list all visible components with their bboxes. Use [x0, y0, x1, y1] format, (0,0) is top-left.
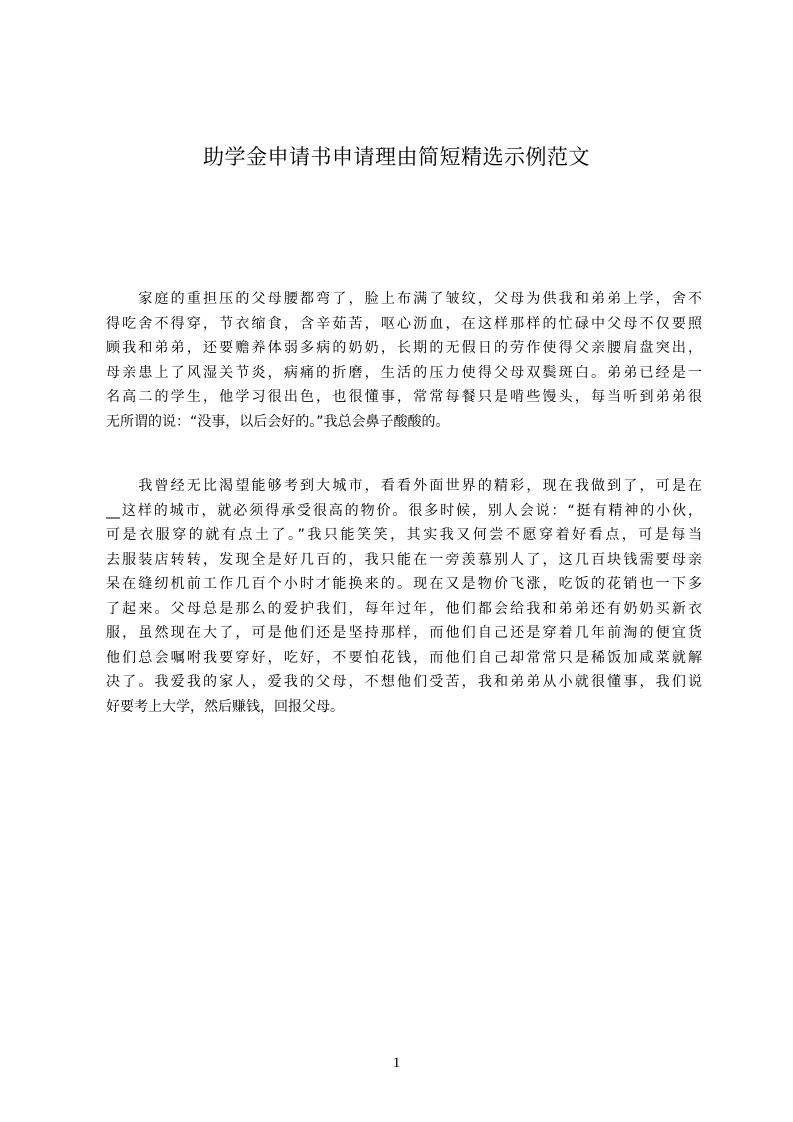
paragraph-line: 呆在缝纫机前工作几百个小时才能换来的。现在又是物价飞涨，吃饭的花销也一下多	[106, 576, 702, 592]
paragraph-city-life	[106, 474, 702, 719]
document-title: 助学金申请书申请理由简短精选示例范文	[203, 145, 590, 169]
paragraph-line: 好要考上大学，然后赚钱，回报父母。	[106, 698, 344, 715]
paragraph-line: 服，虽然现在大了，可是他们还是坚持那样，而他们自己还是穿着几年前淘的便宜货	[106, 625, 702, 641]
paragraph-line: 顾我和弟弟，还要赡养体弱多病的奶奶，长期的无假日的劳作使得父亲腰肩盘突出，	[106, 340, 702, 356]
paragraph-line: 了起来。父母总是那么的爱护我们，每年过年，他们都会给我和弟弟还有奶奶买新衣	[106, 600, 702, 617]
page-number: 1	[392, 1055, 401, 1071]
paragraph-line: 母亲患上了风湿关节炎，病痛的折磨，生活的压力使得父母双鬓斑白。弟弟已经是一	[106, 364, 702, 381]
paragraph-line: 可是衣服穿的就有点土了。”我只能笑笑，其实我又何尝不愿穿着好看点，可是每当	[106, 527, 702, 543]
paragraph-line: 无所谓的说：“没事，以后会好的。”我总会鼻子酸酸的。	[106, 413, 450, 430]
paragraph-line: 决了。我爱我的家人，爱我的父母，不想他们受苦，我和弟弟从小就很懂事，我们说	[106, 674, 702, 690]
paragraph-line: 名高二的学生，他学习很出色，也很懂事，常常每餐只是啃些馒头，每当听到弟弟很	[106, 389, 702, 405]
paragraph-line: 得吃舍不得穿，节衣缩食，含辛茹苦，呕心沥血，在这样那样的忙碌中父母不仅要照	[106, 315, 702, 332]
paragraph-family-hardship	[106, 287, 702, 434]
paragraph-line: 去服装店转转，发现全是好几百的，我只能在一旁羡慕别人了，这几百块钱需要母亲	[106, 551, 702, 568]
paragraph-line: 家庭的重担压的父母腰都弯了，脸上布满了皱纹，父母为供我和弟弟上学，舍不	[106, 291, 702, 307]
paragraph-line: 我曾经无比渴望能够考到大城市，看看外面世界的精彩，现在我做到了，可是在	[106, 478, 702, 494]
paragraph-line: 他们总会嘱咐我要穿好，吃好，不要怕花钱，而他们自己却常常只是稀饭加咸菜就解	[106, 649, 702, 666]
paragraph-line: __这样的城市，就必须得承受很高的物价。很多时候，别人会说：“挺有精神的小伙，	[106, 502, 702, 519]
